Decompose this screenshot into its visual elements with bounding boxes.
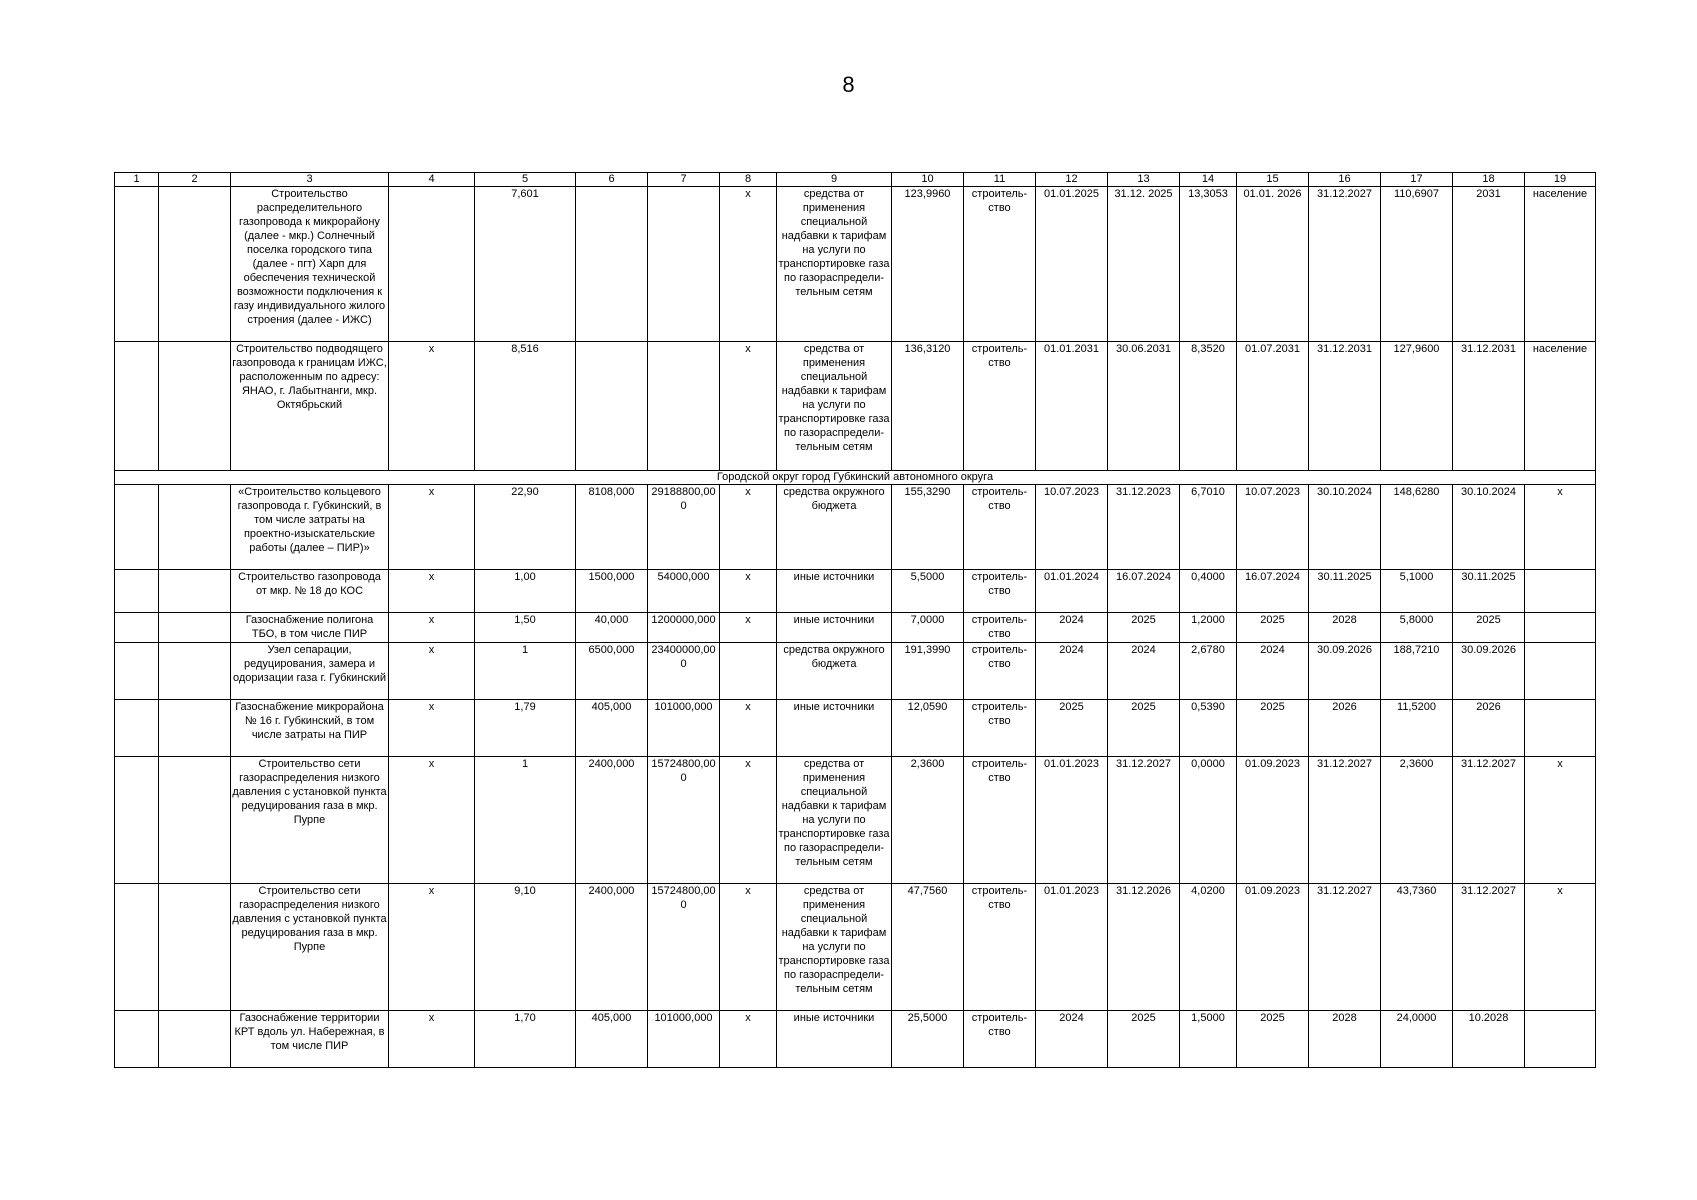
table-cell-c2 [159,187,231,342]
table-cell-c6: 2400,000 [576,884,648,1011]
table-cell-c8: x [720,485,777,570]
column-number: 3 [231,173,389,187]
table-cell-c5: 1 [475,643,576,700]
table-cell-c10: 25,5000 [892,1011,964,1068]
table-cell-c8: x [720,187,777,342]
table-cell-c18: 31.12.2027 [1453,757,1525,884]
table-cell-c19: x [1525,884,1596,1011]
table-cell-c12: 01.01.2023 [1036,884,1108,1011]
table-row [115,613,1596,643]
table-cell-c10: 123,9960 [892,187,964,342]
table-cell-c14: 6,7010 [1180,485,1237,570]
table-cell-c4: x [389,643,475,700]
table-cell-c19 [1525,643,1596,700]
table-cell-c6: 405,000 [576,1011,648,1068]
table-cell-c9: иные источники [777,570,892,613]
table-cell-c3: Газоснабжение территории КРТ вдоль ул. Набережная, в том числе ПИР [231,1011,389,1068]
table-cell-c12: 10.07.2023 [1036,485,1108,570]
table-cell-c6: 1500,000 [576,570,648,613]
table-row [115,187,1596,342]
table-cell-c16: 31.12.2027 [1309,757,1381,884]
table-cell-c16: 31.12.2027 [1309,884,1381,1011]
table-cell-c7: 1200000,000 [648,613,720,643]
table-cell-c18: 30.09.2026 [1453,643,1525,700]
table-cell-c7: 101000,000 [648,1011,720,1068]
column-number: 14 [1180,173,1237,187]
table-cell-c1 [115,884,159,1011]
table-cell-c12: 2024 [1036,643,1108,700]
column-number: 6 [576,173,648,187]
table-cell-c12: 01.01.2031 [1036,342,1108,471]
table-cell-c18: 31.12.2031 [1453,342,1525,471]
table-cell-c11: строитель-ство [964,342,1036,471]
table-cell-c16: 30.11.2025 [1309,570,1381,613]
table-cell-c10: 5,5000 [892,570,964,613]
table-cell-c6 [576,342,648,471]
table-cell-c11: строитель-ство [964,884,1036,1011]
column-number: 4 [389,173,475,187]
section-title: Городской округ город Губкинский автономного округа [115,471,1596,485]
table-row [115,884,1596,1011]
table-cell-c4: x [389,700,475,757]
table-cell-c7 [648,342,720,471]
table-cell-c15: 01.09.2023 [1237,884,1309,1011]
table-cell-c16: 30.10.2024 [1309,485,1381,570]
table-cell-c16: 2028 [1309,613,1381,643]
table-cell-c3: Строительство подводящего газопровода к границам ИЖС, расположенным по адресу: ЯНАО, г. Лабытнанги, мкр. Октябрьский [231,342,389,471]
table-cell-c13: 30.06.2031 [1108,342,1180,471]
table-row [115,1011,1596,1068]
table-row [115,570,1596,613]
table-cell-c13: 2024 [1108,643,1180,700]
table-cell-c12: 01.01.2023 [1036,757,1108,884]
table-cell-c9: иные источники [777,613,892,643]
table-cell-c14: 0,5390 [1180,700,1237,757]
table-cell-c4: x [389,613,475,643]
table-cell-c11: строитель-ство [964,485,1036,570]
table-cell-c5: 1,50 [475,613,576,643]
table-cell-c12: 2024 [1036,613,1108,643]
table-cell-c7 [648,187,720,342]
column-number: 7 [648,173,720,187]
table-cell-c15: 2025 [1237,700,1309,757]
table-cell-c19 [1525,1011,1596,1068]
table-cell-c17: 43,7360 [1381,884,1453,1011]
table-cell-c11: строитель-ство [964,757,1036,884]
column-number: 10 [892,173,964,187]
table-cell-c4: x [389,570,475,613]
table-cell-c5: 9,10 [475,884,576,1011]
table-cell-c19 [1525,700,1596,757]
table-cell-c10: 136,3120 [892,342,964,471]
table-cell-c9: средства от применения специальной надбавки к тарифам на услуги по транспортировке газа по газораспредели-тельным сетям [777,884,892,1011]
table-cell-c2 [159,643,231,700]
table-cell-c15: 2025 [1237,613,1309,643]
table-cell-c2 [159,1011,231,1068]
table-cell-c13: 2025 [1108,700,1180,757]
table-cell-c14: 0,0000 [1180,757,1237,884]
table-cell-c10: 12,0590 [892,700,964,757]
table-cell-c3: «Строительство кольцевого газопровода г. Губкинский, в том числе затраты на проектно-изыскательские работы (далее – ПИР)» [231,485,389,570]
table-cell-c7: 23400000,000 [648,643,720,700]
table-cell-c17: 148,6280 [1381,485,1453,570]
table-cell-c19 [1525,570,1596,613]
table-cell-c14: 1,2000 [1180,613,1237,643]
table-cell-c10: 155,3290 [892,485,964,570]
table-cell-c11: строитель-ство [964,570,1036,613]
table-cell-c8: x [720,700,777,757]
table-cell-c4: x [389,757,475,884]
table-cell-c5: 22,90 [475,485,576,570]
table-cell-c1 [115,700,159,757]
column-number: 5 [475,173,576,187]
table-cell-c1 [115,643,159,700]
table-cell-c17: 5,1000 [1381,570,1453,613]
table-cell-c7: 29188800,000 [648,485,720,570]
table-cell-c1 [115,613,159,643]
table-cell-c19: население [1525,187,1596,342]
column-number: 2 [159,173,231,187]
table-cell-c1 [115,757,159,884]
table-cell-c3: Строительство газопровода от мкр. № 18 до КОС [231,570,389,613]
column-number: 12 [1036,173,1108,187]
table-cell-c14: 1,5000 [1180,1011,1237,1068]
investment-table [114,172,1596,1068]
table-cell-c4 [389,187,475,342]
table-cell-c18: 2025 [1453,613,1525,643]
table-cell-c3: Строительство сети газораспределения низкого давления с установкой пункта редуцирования газа в мкр. Пурпе [231,884,389,1011]
table-cell-c10: 7,0000 [892,613,964,643]
table-cell-c9: иные источники [777,1011,892,1068]
table-cell-c13: 31.12.2027 [1108,757,1180,884]
table-cell-c17: 5,8000 [1381,613,1453,643]
table-cell-c11: строитель-ство [964,700,1036,757]
column-number: 16 [1309,173,1381,187]
table-cell-c16: 2026 [1309,700,1381,757]
table-cell-c1 [115,187,159,342]
table-cell-c12: 2024 [1036,1011,1108,1068]
table-cell-c8: x [720,570,777,613]
table-cell-c18: 2026 [1453,700,1525,757]
table-cell-c3: Строительство распределительного газопровода к микрорайону (далее - мкр.) Солнечный поселка городского типа (далее - пгт) Харп для обеспечения технической возможности подключения к газу индивидуального жилого строения (далее - ИЖС) [231,187,389,342]
table-cell-c5: 1,70 [475,1011,576,1068]
table-cell-c13: 2025 [1108,613,1180,643]
table-cell-c6: 8108,000 [576,485,648,570]
table-cell-c14: 2,6780 [1180,643,1237,700]
table-cell-c4: x [389,342,475,471]
table-cell-c8: x [720,613,777,643]
table-cell-c12: 01.01.2025 [1036,187,1108,342]
table-cell-c15: 2025 [1237,1011,1309,1068]
section-row [115,471,1596,485]
table-cell-c5: 7,601 [475,187,576,342]
table-cell-c13: 2025 [1108,1011,1180,1068]
table-cell-c10: 2,3600 [892,757,964,884]
table-cell-c2 [159,613,231,643]
table-cell-c3: Газоснабжение микрорайона № 16 г. Губкинский, в том числе затраты на ПИР [231,700,389,757]
page-number: 8 [842,72,855,97]
table-row [115,643,1596,700]
table-cell-c14: 8,3520 [1180,342,1237,471]
table-cell-c5: 8,516 [475,342,576,471]
table-row [115,342,1596,471]
table-cell-c17: 127,9600 [1381,342,1453,471]
column-number: 13 [1108,173,1180,187]
table-cell-c5: 1,00 [475,570,576,613]
table-cell-c11: строитель-ство [964,643,1036,700]
table-cell-c3: Строительство сети газораспределения низкого давления с установкой пункта редуцирования газа в мкр. Пурпе [231,757,389,884]
table-cell-c9: средства окружного бюджета [777,643,892,700]
table-cell-c7: 15724800,000 [648,757,720,884]
table-cell-c15: 16.07.2024 [1237,570,1309,613]
table-cell-c12: 01.01.2024 [1036,570,1108,613]
table-cell-c15: 10.07.2023 [1237,485,1309,570]
column-number: 9 [777,173,892,187]
table-cell-c8: x [720,1011,777,1068]
table-cell-c9: средства от применения специальной надбавки к тарифам на услуги по транспортировке газа по газораспредели-тельным сетям [777,187,892,342]
table-cell-c15: 2024 [1237,643,1309,700]
table-cell-c2 [159,884,231,1011]
table-cell-c9: средства окружного бюджета [777,485,892,570]
table-cell-c16: 30.09.2026 [1309,643,1381,700]
table-cell-c1 [115,342,159,471]
table-cell-c8: x [720,884,777,1011]
table-cell-c14: 4,0200 [1180,884,1237,1011]
table-cell-c11: строитель-ство [964,613,1036,643]
table-cell-c5: 1 [475,757,576,884]
table-cell-c11: строитель-ство [964,1011,1036,1068]
table-cell-c10: 191,3990 [892,643,964,700]
table-cell-c1 [115,485,159,570]
column-number: 18 [1453,173,1525,187]
table-body [115,173,1596,1068]
table-cell-c6: 2400,000 [576,757,648,884]
table-cell-c7: 15724800,000 [648,884,720,1011]
table-cell-c19: x [1525,485,1596,570]
table-cell-c9: иные источники [777,700,892,757]
table-cell-c18: 10.2028 [1453,1011,1525,1068]
table-cell-c19: население [1525,342,1596,471]
table-cell-c19 [1525,613,1596,643]
table-cell-c12: 2025 [1036,700,1108,757]
table-cell-c15: 01.07.2031 [1237,342,1309,471]
table-cell-c8 [720,643,777,700]
table-cell-c1 [115,570,159,613]
table-cell-c16: 31.12.2031 [1309,342,1381,471]
table-cell-c13: 31.12.2026 [1108,884,1180,1011]
column-number: 8 [720,173,777,187]
table-cell-c14: 13,3053 [1180,187,1237,342]
table-cell-c10: 47,7560 [892,884,964,1011]
table-cell-c9: средства от применения специальной надбавки к тарифам на услуги по транспортировке газа по газораспредели-тельным сетям [777,757,892,884]
table-cell-c7: 54000,000 [648,570,720,613]
column-number: 19 [1525,173,1596,187]
column-number: 1 [115,173,159,187]
table-cell-c3: Газоснабжение полигона ТБО, в том числе ПИР [231,613,389,643]
table-cell-c5: 1,79 [475,700,576,757]
table-cell-c8: x [720,757,777,884]
table-cell-c15: 01.09.2023 [1237,757,1309,884]
table-row [115,757,1596,884]
table-cell-c7: 101000,000 [648,700,720,757]
column-number: 15 [1237,173,1309,187]
table-cell-c17: 188,7210 [1381,643,1453,700]
table-cell-c18: 30.11.2025 [1453,570,1525,613]
table-cell-c18: 2031 [1453,187,1525,342]
table-cell-c13: 31.12. 2025 [1108,187,1180,342]
table-cell-c2 [159,700,231,757]
table-cell-c17: 2,3600 [1381,757,1453,884]
table-cell-c11: строитель-ство [964,187,1036,342]
table-cell-c6: 6500,000 [576,643,648,700]
table-cell-c15: 01.01. 2026 [1237,187,1309,342]
table-cell-c2 [159,757,231,884]
table-cell-c13: 16.07.2024 [1108,570,1180,613]
table-row [115,700,1596,757]
table-cell-c6: 405,000 [576,700,648,757]
table-cell-c18: 31.12.2027 [1453,884,1525,1011]
table-cell-c4: x [389,1011,475,1068]
table-cell-c2 [159,485,231,570]
table-cell-c14: 0,4000 [1180,570,1237,613]
table-cell-c18: 30.10.2024 [1453,485,1525,570]
table-cell-c17: 110,6907 [1381,187,1453,342]
table-cell-c16: 31.12.2027 [1309,187,1381,342]
table-cell-c3: Узел сепарации, редуцирования, замера и одоризации газа г. Губкинский [231,643,389,700]
table-cell-c6: 40,000 [576,613,648,643]
table-cell-c13: 31.12.2023 [1108,485,1180,570]
table-cell-c2 [159,570,231,613]
column-number: 11 [964,173,1036,187]
table-cell-c4: x [389,884,475,1011]
table-cell-c9: средства от применения специальной надбавки к тарифам на услуги по транспортировке газа по газораспредели-тельным сетям [777,342,892,471]
table-cell-c19: x [1525,757,1596,884]
column-number: 17 [1381,173,1453,187]
table-cell-c4: x [389,485,475,570]
column-number-row [115,173,1596,187]
table-cell-c16: 2028 [1309,1011,1381,1068]
table-cell-c2 [159,342,231,471]
table-cell-c17: 11,5200 [1381,700,1453,757]
table-row [115,485,1596,570]
table-cell-c1 [115,1011,159,1068]
table-cell-c17: 24,0000 [1381,1011,1453,1068]
table-cell-c6 [576,187,648,342]
table-cell-c8: x [720,342,777,471]
